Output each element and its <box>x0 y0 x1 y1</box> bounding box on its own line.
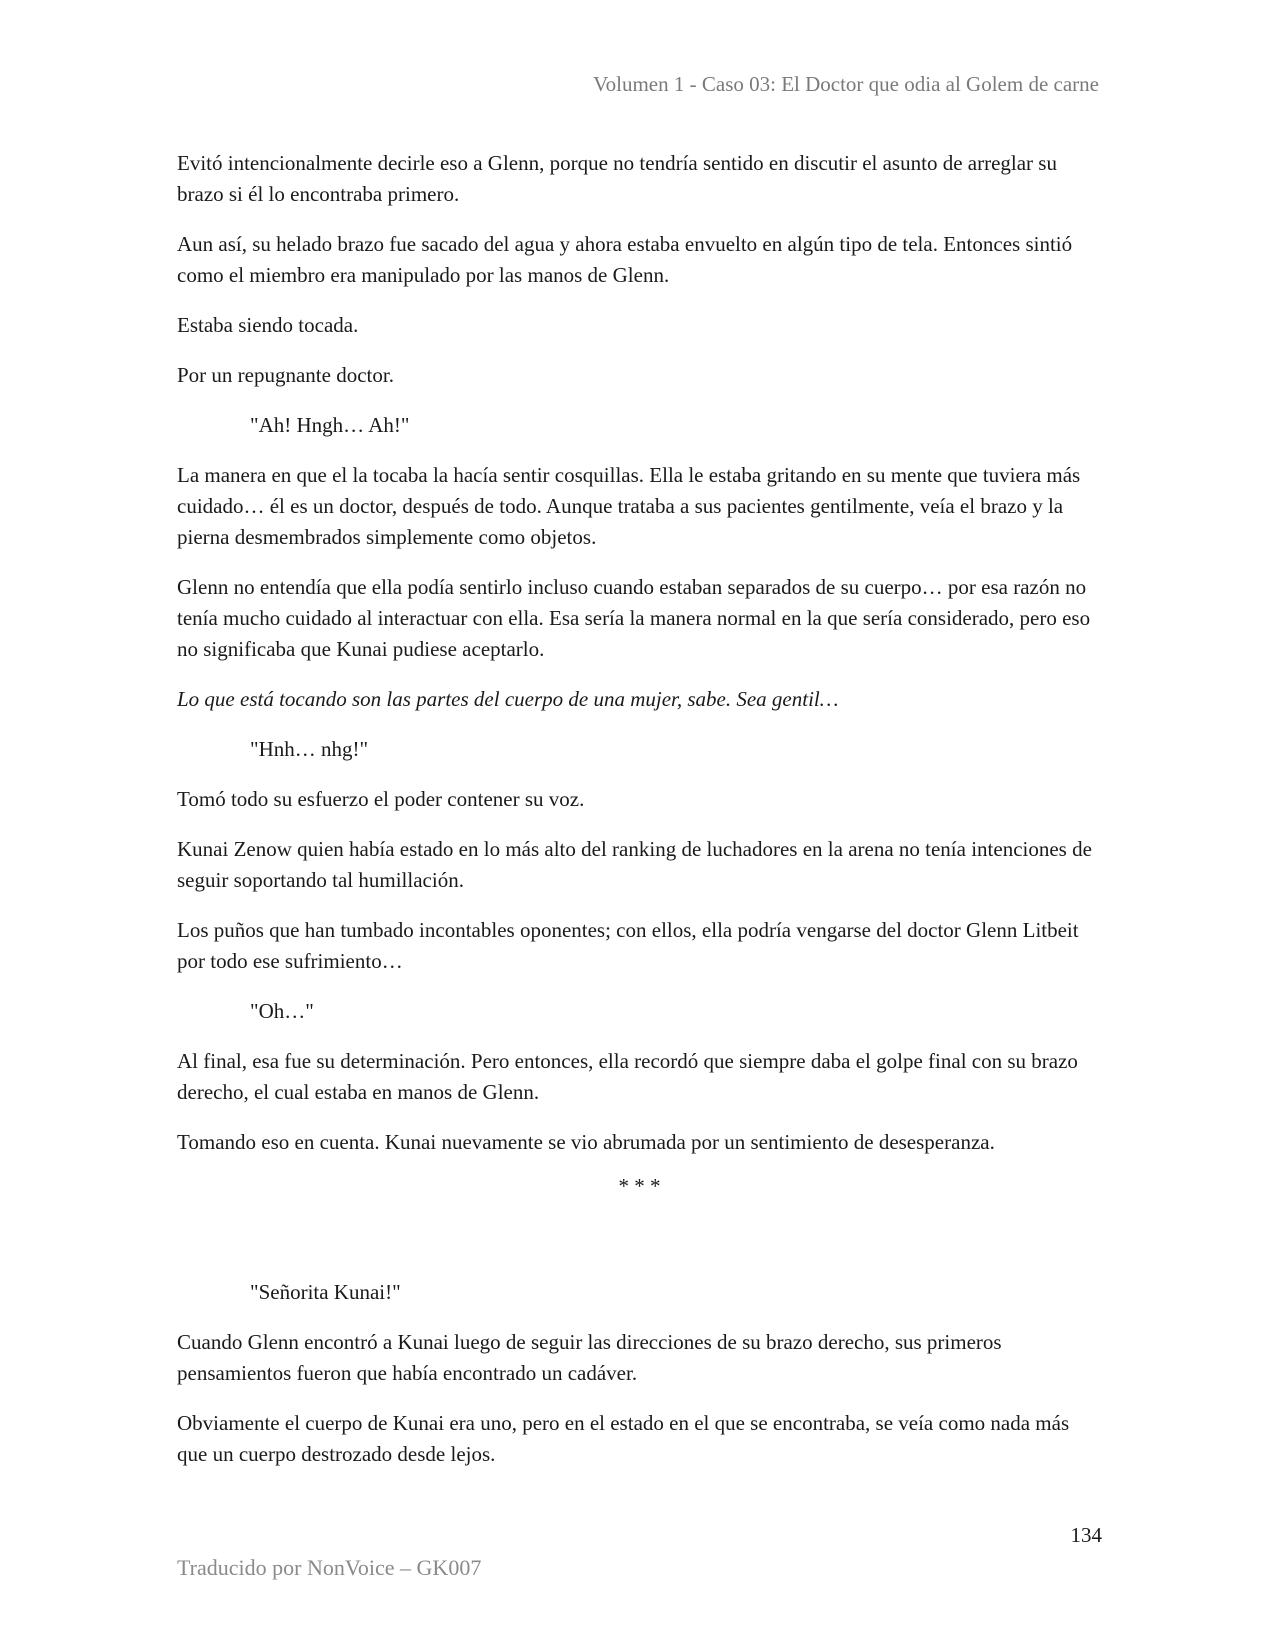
translator-credit: Traducido por NonVoice – GK007 <box>177 1555 482 1580</box>
dialogue-line: "Hnh… nhg!" <box>250 737 369 761</box>
inner-thought: Lo que está tocando son las partes del cuerpo de una mujer, sabe. Sea gentil… <box>177 687 839 711</box>
dialogue-line: "Oh…" <box>250 999 314 1023</box>
dialogue-line: "Ah! Hngh… Ah!" <box>250 413 410 437</box>
paragraph: Aun así, su helado brazo fue sacado del agua y ahora estaba envuelto en algún tipo de tela. Entonces sintió como el miembro era manipulado por las manos de Glenn. <box>177 232 1073 287</box>
paragraph: Al final, esa fue su determinación. Pero entonces, ella recordó que siempre daba el golpe final con su brazo derecho, el cual estaba en manos de Glenn. <box>177 1049 1078 1104</box>
page-number: 134 <box>1070 1523 1102 1547</box>
paragraph: La manera en que el la tocaba la hacía sentir cosquillas. Ella le estaba gritando en su mente que tuviera más cuidado… él es un doctor, después de todo. Aunque trataba a sus pacientes gentilmente, veía el brazo y la pierna desmembrados simplemente como objetos. <box>177 463 1081 549</box>
paragraph: Estaba siendo tocada. <box>177 313 359 337</box>
paragraph: Obviamente el cuerpo de Kunai era uno, pero en el estado en el que se encontraba, se veía como nada más que un cuerpo destrozado desde lejos. <box>177 1411 1070 1466</box>
running-header: Volumen 1 - Caso 03: El Doctor que odia al Golem de carne <box>593 72 1099 96</box>
paragraph: Glenn no entendía que ella podía sentirlo incluso cuando estaban separados de su cuerpo… por esa razón no tenía mucho cuidado al interactuar con ella. Esa sería la manera normal en la que sería considerado, pero eso no significaba que Kunai pudiese aceptarlo. <box>177 575 1091 661</box>
paragraph: Tomó todo su esfuerzo el poder contener su voz. <box>177 787 585 811</box>
dialogue-line: "Señorita Kunai!" <box>250 1280 401 1304</box>
paragraph: Evitó intencionalmente decirle eso a Glenn, porque no tendría sentido en discutir el asunto de arreglar su brazo si él lo encontraba primero. <box>177 151 1057 206</box>
page-body <box>177 148 1102 1489</box>
paragraph: Kunai Zenow quien había estado en lo más alto del ranking de luchadores en la arena no tenía intenciones de seguir soportando tal humillación. <box>177 837 1092 892</box>
paragraph: Tomando eso en cuenta. Kunai nuevamente se vio abrumada por un sentimiento de desesperanza. <box>177 1130 995 1154</box>
paragraph: Los puños que han tumbado incontables oponentes; con ellos, ella podría vengarse del doctor Glenn Litbeit por todo ese sufrimiento… <box>177 918 1079 973</box>
paragraph: Cuando Glenn encontró a Kunai luego de seguir las direcciones de su brazo derecho, sus primeros pensamientos fueron que había encontrado un cadáver. <box>177 1330 1002 1385</box>
paragraph: Por un repugnante doctor. <box>177 363 394 387</box>
scene-separator: * * * <box>618 1174 661 1198</box>
